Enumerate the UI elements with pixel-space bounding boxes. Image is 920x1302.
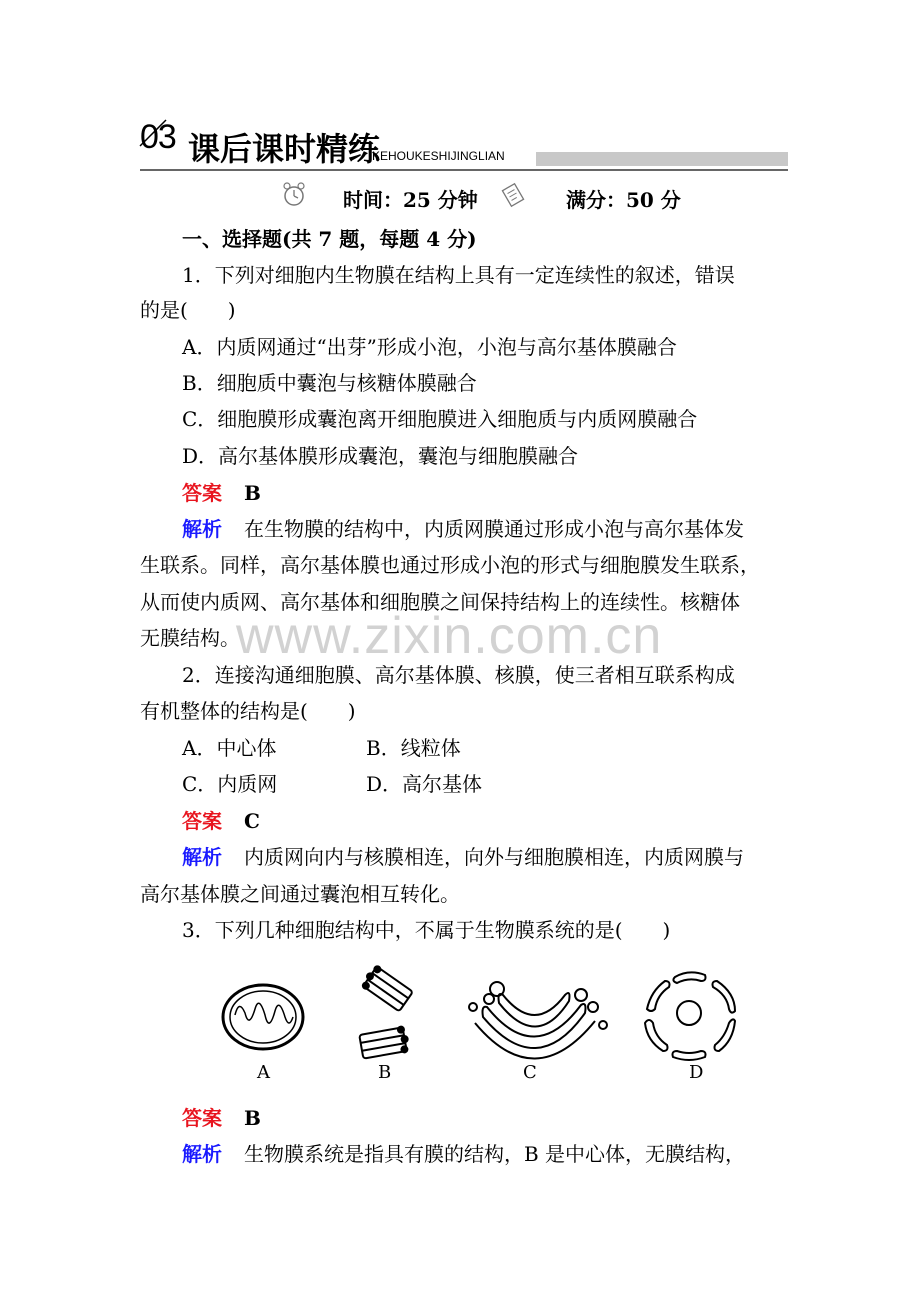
q2-answer <box>182 809 260 833</box>
q1-option-b: B．细胞质中囊泡与核糖体膜融合 <box>182 371 477 395</box>
time-limit: 时间：25 分钟 <box>343 188 478 212</box>
header-rule <box>140 169 788 171</box>
er-nucleus-figure <box>645 972 735 1060</box>
q2-answer-value: C <box>244 809 260 833</box>
q2-analysis-text1: 内质网向内与核膜相连，向外与细胞膜相连，内质网膜与 <box>244 845 744 869</box>
q2-stem-line1: 2．连接沟通细胞膜、高尔基体膜、核膜，使三者相互联系构成 <box>182 663 735 687</box>
centriole-figure <box>359 963 414 1061</box>
header-subtitle: KEHOUKESHIJINGLIAN <box>372 149 505 163</box>
q1-answer <box>182 481 261 505</box>
q1-analysis-line3: 从而使内质网、高尔基体和细胞膜之间保持结构上的连续性。核糖体 <box>140 590 740 614</box>
q2-option-a: A．中心体 <box>182 736 277 760</box>
q1-stem-line1: 1．下列对细胞内生物膜在结构上具有一定连续性的叙述，错误 <box>182 263 735 287</box>
golgi-figure <box>469 982 607 1059</box>
q2-analysis-line2: 高尔基体膜之间通过囊泡相互转化。 <box>140 882 460 906</box>
q2-stem-line2: 有机整体的结构是( ) <box>140 699 356 723</box>
q1-analysis-line2: 生联系。同样，高尔基体膜也通过形成小泡的形式与细胞膜发生联系， <box>140 553 760 577</box>
q1-option-c: C．细胞膜形成囊泡离开细胞膜进入细胞质与内质网膜融合 <box>182 407 698 431</box>
fig-label-b: B <box>378 1062 392 1083</box>
full-score: 满分：50 分 <box>566 188 681 212</box>
q2-option-c: C．内质网 <box>182 772 278 796</box>
watermark: www.zixin.com.cn <box>236 607 663 665</box>
q1-option-d: D．高尔基体膜形成囊泡，囊泡与细胞膜融合 <box>182 444 579 468</box>
q2-analysis-line1 <box>182 845 744 869</box>
analysis-label: 解析 <box>182 845 222 869</box>
q2-option-d: D．高尔基体 <box>366 772 483 796</box>
fig-label-a: A <box>257 1062 270 1083</box>
q1-stem-line2: 的是( ) <box>140 298 236 322</box>
answer-label: 答案 <box>182 481 222 505</box>
section-heading: 一、选择题(共 7 题，每题 4 分) <box>182 227 477 251</box>
header-title: 课后课时精练 <box>188 130 381 168</box>
q1-analysis-text1: 在生物膜的结构中，内质网膜通过形成小泡与高尔基体发 <box>244 517 744 541</box>
fig-label-c: C <box>523 1062 537 1083</box>
clock-icon <box>282 182 306 208</box>
q3-answer <box>182 1106 261 1130</box>
q1-option-a: A．内质网通过“出芽”形成小泡，小泡与高尔基体膜融合 <box>182 335 677 359</box>
fig-label-d: D <box>689 1062 704 1083</box>
answer-label: 答案 <box>182 1106 222 1130</box>
q1-answer-value: B <box>244 481 261 505</box>
header-bar <box>536 152 788 166</box>
header-number: 03 <box>140 118 176 156</box>
q3-analysis-line1 <box>182 1142 745 1166</box>
mitochondrion-figure <box>223 985 303 1049</box>
q2-option-b: B．线粒体 <box>366 736 461 760</box>
analysis-label: 解析 <box>182 517 222 541</box>
q3-analysis-text1: 生物膜系统是指具有膜的结构，B 是中心体，无膜结构， <box>244 1142 746 1166</box>
q3-answer-value: B <box>244 1106 261 1130</box>
answer-label: 答案 <box>182 809 222 833</box>
q3-figure <box>205 955 760 1090</box>
q3-stem: 3．下列几种细胞结构中，不属于生物膜系统的是( ) <box>182 918 671 942</box>
q1-analysis-line1 <box>182 517 744 541</box>
q1-analysis-line4: 无膜结构。 <box>140 626 240 650</box>
paper-icon <box>500 182 526 208</box>
analysis-label: 解析 <box>182 1142 222 1166</box>
